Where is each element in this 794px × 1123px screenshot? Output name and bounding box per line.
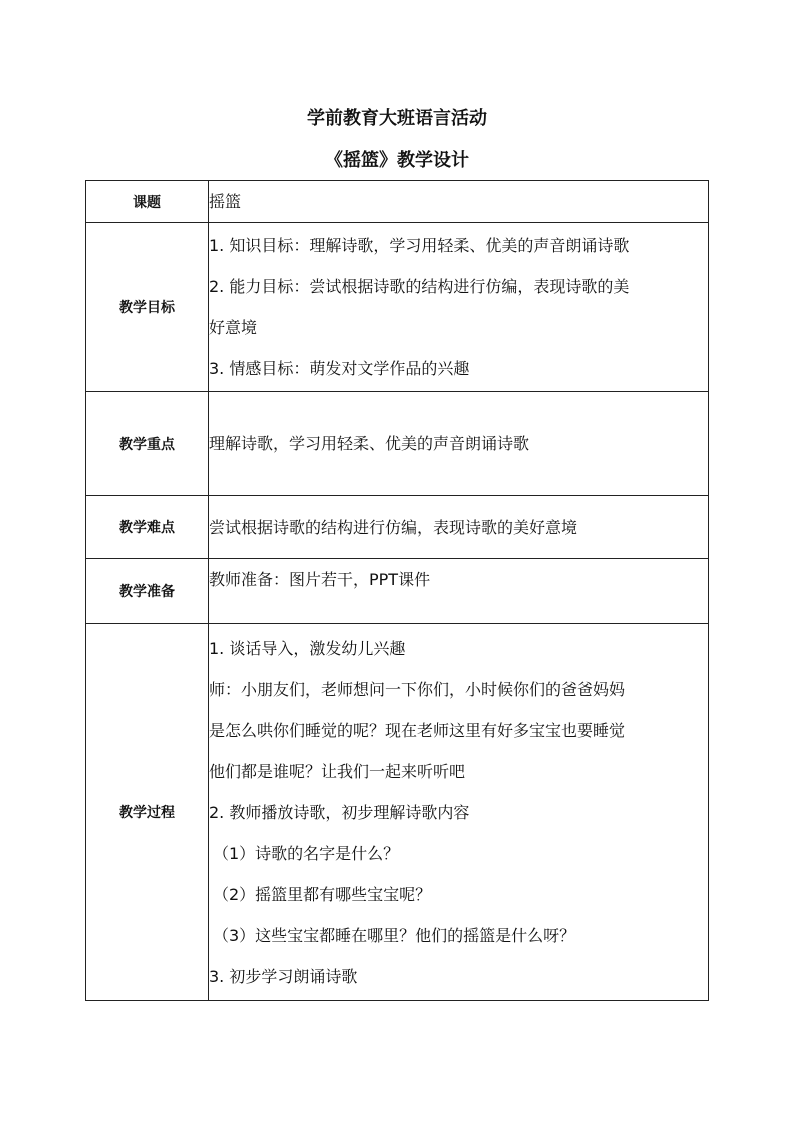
label-process: 教学过程	[86, 624, 209, 1001]
goal-line: 3. 情感目标：萌发对文学作品的兴趣	[209, 359, 470, 378]
process-content	[209, 624, 709, 1001]
value-key-point: 理解诗歌，学习用轻柔、优美的声音朗诵诗歌	[209, 392, 709, 496]
lesson-plan-table	[85, 180, 709, 1001]
row-process	[86, 624, 709, 1001]
row-preparation	[86, 559, 709, 624]
process-line: 是怎么哄你们睡觉的呢？现在老师这里有好多宝宝也要睡觉	[209, 720, 626, 740]
goal-line: 2. 能力目标：尝试根据诗歌的结构进行仿编，表现诗歌的美	[209, 277, 630, 296]
label-topic: 课题	[86, 181, 209, 223]
label-difficulty: 教学难点	[86, 496, 209, 559]
row-key-point	[86, 392, 709, 496]
process-line: 师：小朋友们，老师想问一下你们，小时候你们的爸爸妈妈	[209, 679, 626, 699]
label-key-point: 教学重点	[86, 392, 209, 496]
document-title: 学前教育大班语言活动	[307, 108, 487, 129]
row-difficulty	[86, 496, 709, 559]
process-question: （1）诗歌的名字是什么？	[213, 843, 400, 863]
row-topic	[86, 181, 709, 223]
process-question: （3）这些宝宝都睡在哪里？他们的摇篮是什么呀？	[213, 925, 576, 945]
goals-content	[209, 223, 709, 392]
label-preparation: 教学准备	[86, 559, 209, 624]
document-subtitle: 《摇篮》教学设计	[325, 150, 469, 171]
goal-line: 好意境	[209, 318, 258, 337]
value-preparation: 教师准备：图片若干，PPT课件	[209, 559, 709, 624]
value-difficulty: 尝试根据诗歌的结构进行仿编，表现诗歌的美好意境	[209, 496, 709, 559]
value-topic: 摇篮	[209, 181, 709, 223]
process-line: 他们都是谁呢？让我们一起来听听吧	[209, 761, 466, 781]
process-line: 2. 教师播放诗歌，初步理解诗歌内容	[209, 802, 470, 822]
process-question: （2）摇篮里都有哪些宝宝呢？	[213, 884, 432, 904]
label-goals: 教学目标	[86, 223, 209, 392]
process-line: 1. 谈话导入，激发幼儿兴趣	[209, 638, 406, 658]
row-goals	[86, 223, 709, 392]
process-line: 3. 初步学习朗诵诗歌	[209, 966, 358, 986]
goal-line: 1. 知识目标：理解诗歌，学习用轻柔、优美的声音朗诵诗歌	[209, 236, 630, 255]
